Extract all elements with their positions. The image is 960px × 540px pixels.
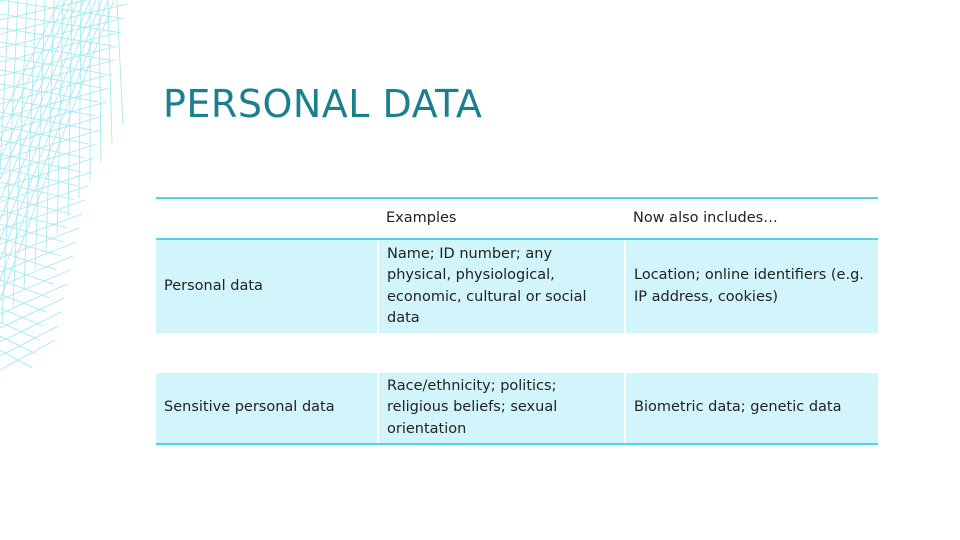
row-examples: Name; ID number; any physical, physiological, economic, cultural or social data bbox=[378, 239, 625, 333]
header-now-includes: Now also includes… bbox=[625, 198, 878, 239]
row-category: Personal data bbox=[156, 239, 378, 333]
row-now-includes: Biometric data; genetic data bbox=[625, 373, 878, 444]
slide-title: PERSONAL DATA bbox=[163, 82, 483, 126]
row-spacer bbox=[156, 333, 878, 373]
wireframe-decoration bbox=[0, 0, 140, 380]
header-examples: Examples bbox=[378, 198, 625, 239]
row-examples: Race/ethnicity; politics; religious beliefs; sexual orientation bbox=[378, 373, 625, 444]
table-row bbox=[156, 373, 878, 444]
row-now-includes: Location; online identifiers (e.g. IP address, cookies) bbox=[625, 239, 878, 333]
table-row bbox=[156, 239, 878, 333]
personal-data-table bbox=[156, 197, 878, 445]
row-category: Sensitive personal data bbox=[156, 373, 378, 444]
table-header-row bbox=[156, 198, 878, 239]
header-empty-cell bbox=[156, 198, 378, 239]
